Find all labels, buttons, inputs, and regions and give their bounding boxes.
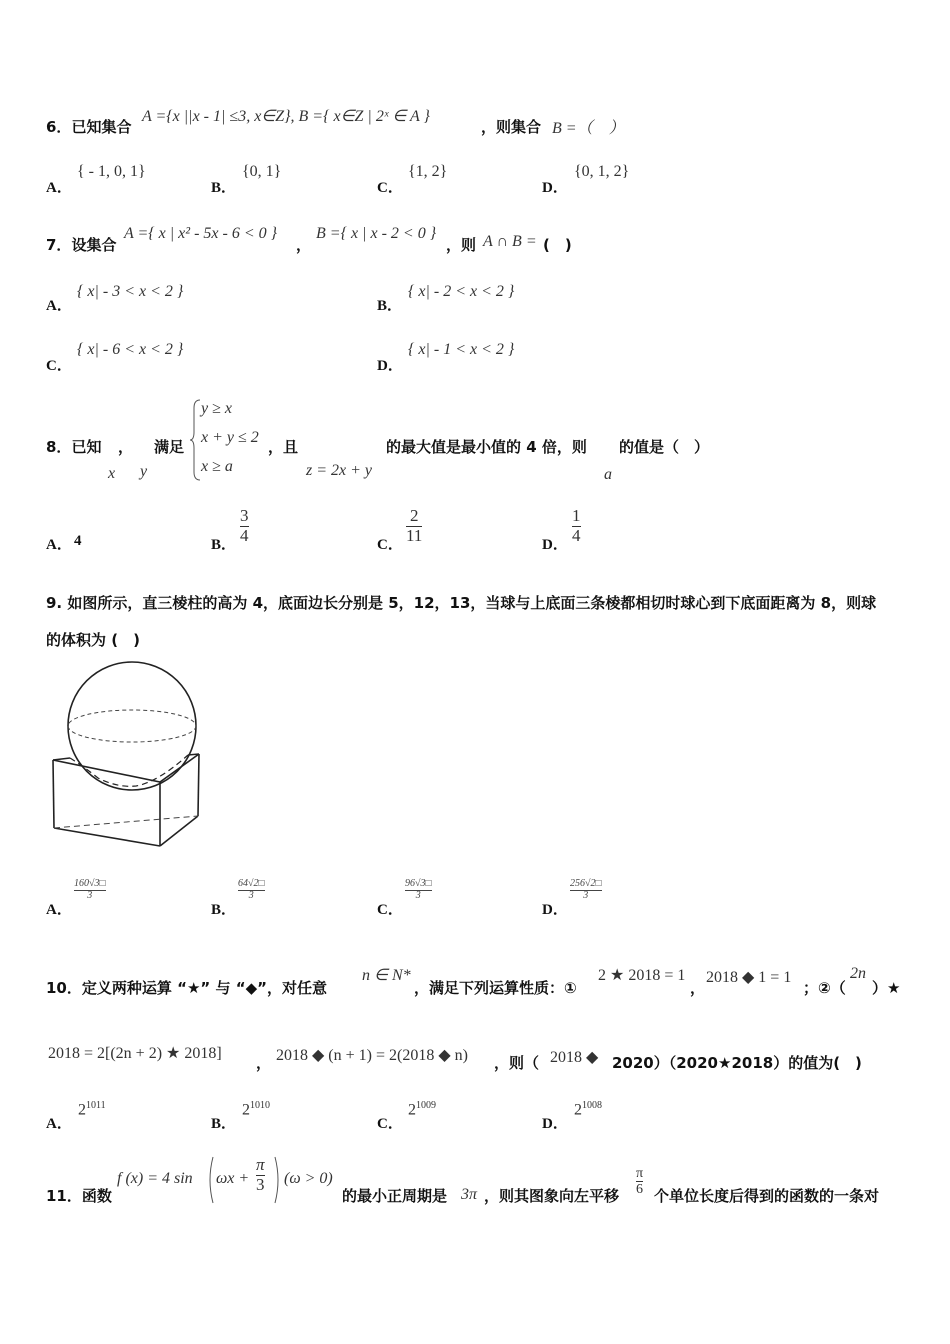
q6-stem: 6．已知集合 xyxy=(46,118,132,136)
q10-option-b-label[interactable]: B． xyxy=(211,1116,237,1132)
q10-property-1b: 2018 ◆ 1 = 1 xyxy=(706,969,792,986)
q7-set-b: B ={ x | x - 2 < 0 } xyxy=(316,225,437,242)
q6-option-a-value: { - 1, 0, 1} xyxy=(77,163,146,180)
q8-stem-3: 的最大值是最小值的 4 倍，则 xyxy=(386,438,587,456)
q6-ask: B =（ ） xyxy=(552,120,625,137)
q6-option-d-value: {0, 1, 2} xyxy=(574,163,630,180)
q10-stem-5: ，则（ xyxy=(494,1054,540,1072)
q6-expression: A ={x ||x - 1| ≤3, x∈Z}, B ={ x∈Z | 2ˣ ∈ A } xyxy=(142,108,430,125)
q9-option-a-fraction: 160√3□ 3 xyxy=(74,878,106,901)
q8-var-x: x xyxy=(108,465,116,482)
q10-comma-1: ， xyxy=(690,979,706,997)
q8-var-y: y xyxy=(140,463,148,480)
q11-left-paren xyxy=(206,1156,214,1204)
q11-condition: (ω > 0) xyxy=(284,1170,333,1187)
q10-option-c-value: $2^{1009}$ xyxy=(408,1100,436,1119)
q6-option-b-label[interactable]: B． xyxy=(211,180,237,196)
q10-option-a-label[interactable]: A． xyxy=(46,1116,72,1132)
q9-option-c-label[interactable]: C． xyxy=(377,902,403,918)
q7-option-b-value: { x| - 2 < x < 2 } xyxy=(408,283,515,300)
q8-stem-4: 的值是（ ） xyxy=(619,438,710,456)
q9-option-d-label[interactable]: D． xyxy=(542,902,568,918)
q8-stem: 8．已知 xyxy=(46,438,102,456)
q10-2n: 2n xyxy=(850,965,866,982)
q8-satisfy: 满足 xyxy=(154,438,185,456)
q11-right-paren xyxy=(274,1156,282,1204)
q8-constraint-2: x + y ≤ 2 xyxy=(201,429,259,446)
q8-option-b-label[interactable]: B． xyxy=(211,537,237,553)
q8-option-b-fraction: 3 4 xyxy=(240,506,249,545)
q8-constraint-3: x ≥ a xyxy=(201,458,233,475)
q6-tail: ，则集合 xyxy=(481,118,542,136)
q7-sep: ， xyxy=(296,236,312,254)
q11-period: 3π xyxy=(461,1186,478,1203)
q10-property-1a: 2 ★ 2018 = 1 xyxy=(598,967,686,984)
q7-set-a: A ={ x | x² - 5x - 6 < 0 } xyxy=(124,225,278,242)
q7-option-d-value: { x| - 1 < x < 2 } xyxy=(408,341,515,358)
q7-stem: 7．设集合 xyxy=(46,236,117,254)
q9-option-c-fraction: 96√3□ 3 xyxy=(405,878,432,901)
q11-pi-over-3: π 3 xyxy=(256,1155,265,1194)
q9-option-b-fraction: 64√2□ 3 xyxy=(238,878,265,901)
q11-inner: ωx + xyxy=(216,1170,250,1187)
q7-option-d-label[interactable]: D． xyxy=(377,358,403,374)
q7-paren: ( ) xyxy=(543,236,572,254)
q10-stem-1: 10．定义两种运算 “★” 与 “◆”，对任意 xyxy=(46,979,327,997)
q11-stem-2: 的最小正周期是 xyxy=(342,1187,448,1205)
q8-option-d-label[interactable]: D． xyxy=(542,537,568,553)
q10-option-d-label[interactable]: D． xyxy=(542,1116,568,1132)
q7-option-a-label[interactable]: A． xyxy=(46,298,72,314)
q9-prism-sphere-figure xyxy=(48,660,208,850)
q11-stem-1: 11．函数 xyxy=(46,1187,112,1205)
q10-stem-6: 2020）（2020★2018）的值为( ) xyxy=(612,1054,862,1072)
q10-option-c-label[interactable]: C． xyxy=(377,1116,403,1132)
q6-option-b-value: {0, 1} xyxy=(242,163,282,180)
q10-option-a-value: $2^{1011}$ xyxy=(78,1100,106,1119)
q7-option-c-value: { x| - 6 < x < 2 } xyxy=(77,341,184,358)
q8-option-c-fraction: 2 11 xyxy=(406,506,423,545)
q8-var-a: a xyxy=(604,466,612,483)
q9-option-b-label[interactable]: B． xyxy=(211,902,237,918)
q7-option-a-value: { x| - 3 < x < 2 } xyxy=(77,283,184,300)
q7-option-c-label[interactable]: C． xyxy=(46,358,72,374)
q8-constraint-1: y ≥ x xyxy=(201,400,232,417)
q10-stem-4: ）★ xyxy=(872,979,901,997)
q11-stem-4: 个单位长度后得到的函数的一条对 xyxy=(654,1187,880,1205)
q11-stem-3: ，则其图象向左平移 xyxy=(484,1187,620,1205)
q9-stem-line-2: 的体积为 ( ) xyxy=(46,631,140,649)
q10-property-2a: 2018 = 2[(2n + 2) ★ 2018] xyxy=(48,1045,222,1062)
q7-option-b-label[interactable]: B． xyxy=(377,298,403,314)
q8-and: ，且 xyxy=(268,438,299,456)
q9-option-d-fraction: 256√2□ 3 xyxy=(570,878,602,901)
q10-stem-2: ，满足下列运算性质：① xyxy=(414,979,577,997)
q10-property-2b: 2018 ◆ (n + 1) = 2(2018 ◆ n) xyxy=(276,1047,468,1064)
q8-option-d-fraction: 1 4 xyxy=(572,506,581,545)
q7-tail: ，则 xyxy=(446,236,477,254)
q8-comma: ， xyxy=(118,438,134,456)
q6-option-c-value: {1, 2} xyxy=(408,163,448,180)
q10-option-b-value: $2^{1010}$ xyxy=(242,1100,270,1119)
q10-ask-expr: 2018 ◆ xyxy=(550,1049,599,1066)
q8-option-c-label[interactable]: C． xyxy=(377,537,403,553)
q9-stem-line-1: 9. 如图所示，直三棱柱的高为 4，底面边长分别是 5，12，13，当球与上底面三条棱都相切时球心到下底面距离为 8，则球 xyxy=(46,594,877,612)
q11-function: f (x) = 4 sin xyxy=(117,1170,193,1187)
q8-option-a-value: 4 xyxy=(74,533,82,549)
q10-stem-3: ；②（ xyxy=(803,979,846,997)
q6-option-c-label[interactable]: C． xyxy=(377,180,403,196)
q11-pi-over-6: π 6 xyxy=(636,1166,644,1198)
q6-option-d-label[interactable]: D． xyxy=(542,180,568,196)
q10-option-d-value: $2^{1008}$ xyxy=(574,1100,602,1119)
q9-option-a-label[interactable]: A． xyxy=(46,902,72,918)
q10-comma-2: ， xyxy=(256,1054,272,1072)
q7-ask: A ∩ B = xyxy=(483,233,537,250)
q6-option-a-label[interactable]: A． xyxy=(46,180,72,196)
q10-n-set: n ∈ N* xyxy=(362,967,411,984)
q8-objective: z = 2x + y xyxy=(306,462,373,479)
q8-option-a-label[interactable]: A． xyxy=(46,537,72,553)
